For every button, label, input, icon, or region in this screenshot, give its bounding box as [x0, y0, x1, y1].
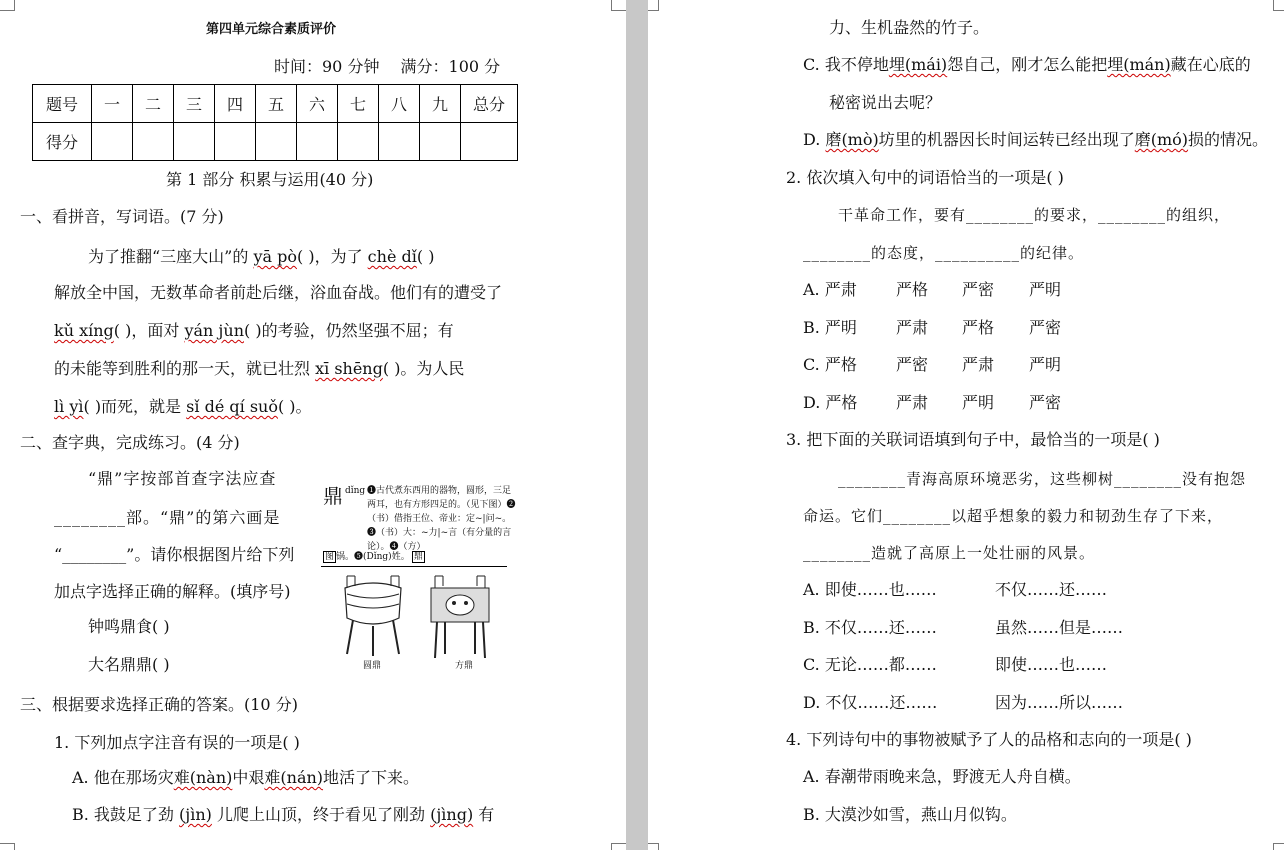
table-cell: [420, 123, 461, 161]
table-cell: [297, 123, 338, 161]
section2-line-3: “________”。请你根据图片给下列: [54, 545, 295, 564]
crop-mark: [1273, 843, 1284, 850]
boxed-char: 鼎: [413, 552, 423, 562]
table-cell: 九: [420, 85, 461, 123]
annotated-char: 难(nàn): [173, 768, 233, 787]
q1-option-b-continued: 力、生机盎然的竹子。: [829, 18, 990, 37]
caption-round-ding: 圆鼎: [363, 661, 382, 671]
table-cell: [92, 123, 133, 161]
q3-option-d-second: 因为……所以……: [995, 693, 1124, 712]
document-page-left: [0, 0, 626, 850]
table-cell: 总分: [461, 85, 518, 123]
crop-mark: [611, 843, 626, 850]
q1-option-c-continued: 秘密说出去呢？: [829, 93, 942, 112]
text-run: 儿爬上山顶，终于看见了刚劲: [211, 805, 431, 824]
annotated-char: (jìng): [430, 805, 474, 824]
crop-mark: [1273, 0, 1284, 11]
time-info: 时间：90 分钟 满分：100 分: [274, 57, 501, 76]
q4-option-a: A. 春潮带雨晚来急，野渡无人舟自横。: [803, 767, 1081, 786]
text-run: ( )的考验，仍然坚强不屈；有: [244, 321, 454, 340]
crop-mark: [0, 0, 15, 11]
text-run: 有: [473, 805, 495, 824]
text-run: ( )，为了: [297, 247, 368, 266]
section2-line-1: “鼎”字按部首查字法应查: [88, 469, 277, 488]
q3-option-a: A. 即使……也……: [803, 580, 937, 599]
option-word: B. 严明: [803, 318, 857, 337]
pinyin: lì yì: [54, 397, 84, 416]
table-cell: 题号: [33, 85, 92, 123]
table-cell: [174, 123, 215, 161]
text-run: ( ): [416, 247, 435, 266]
square-ding-illustration: [427, 574, 493, 662]
section-heading-1: 一、看拼音，写词语。(7 分): [20, 207, 224, 226]
option-word: 严明: [962, 393, 995, 412]
option-word: 严密: [962, 280, 995, 299]
table-cell: [338, 123, 379, 161]
option-word: 严密: [1029, 393, 1062, 412]
text-run: 中艰: [232, 768, 265, 787]
q2-option-a: [803, 280, 857, 300]
q3-option-d: D. 不仅……还……: [803, 693, 938, 712]
q3-sentence-line-1: ________青海高原环境恶劣，这些柳树________没有抱怨: [838, 470, 1247, 488]
text-run: B. 我鼓足了劲: [72, 805, 180, 824]
q3-option-c-second: 即使……也……: [995, 655, 1108, 674]
q3-option-a-second: 不仅……还……: [995, 580, 1108, 599]
option-word: 严密: [896, 355, 929, 374]
table-cell: 六: [297, 85, 338, 123]
section1-line-3: [54, 321, 454, 341]
score-table-header-row: [33, 85, 518, 123]
annotated-char: 难(nán): [264, 768, 324, 787]
question-2-stem: 2. 依次填入句中的词语恰当的一项是( ): [786, 168, 1064, 187]
q3-sentence-line-3: ________造就了高原上一处壮丽的风景。: [803, 544, 1096, 562]
q3-option-b: B. 不仅……还……: [803, 618, 937, 637]
annotated-char: (jìn): [179, 805, 212, 824]
section1-line-1: [88, 247, 434, 267]
q2-sentence-line-1: 干革命工作，要有________的要求，________的组织，: [838, 206, 1231, 224]
question-1-stem: 1. 下列加点字注音有误的一项是( ): [54, 733, 300, 752]
option-word: 严明: [1029, 355, 1062, 374]
table-cell: [256, 123, 297, 161]
part-title: 第 1 部分 积累与运用(40 分): [166, 170, 374, 189]
annotated-char: 磨(mó): [1134, 130, 1189, 149]
annotated-char: 磨(mò): [825, 130, 879, 149]
option-word: 严肃: [962, 355, 995, 374]
q3-sentence-line-2: 命运。它们________以超乎想象的毅力和韧劲生存了下来，: [803, 507, 1224, 525]
pinyin: yán jùn: [184, 321, 244, 340]
table-cell: 五: [256, 85, 297, 123]
option-word: C. 严格: [803, 355, 857, 374]
pinyin: sǐ dé qí suǒ: [186, 397, 278, 416]
annotated-char: 埋(mán): [1107, 55, 1171, 74]
table-cell: 得分: [33, 123, 92, 161]
exam-title: 第四单元综合素质评价: [206, 22, 337, 37]
text-run: 为了推翻“三座大山”的: [88, 247, 254, 266]
pinyin: yā pò: [253, 247, 297, 266]
q2-option-b: [803, 318, 857, 338]
q3-option-b-second: 虽然……但是……: [995, 618, 1124, 637]
table-cell: 七: [338, 85, 379, 123]
table-cell: [461, 123, 518, 161]
option-word: 严明: [1029, 280, 1062, 299]
table-cell: [215, 123, 256, 161]
q4-option-b: B. 大漠沙如雪，燕山月似钩。: [803, 805, 1017, 824]
option-word: A. 严肃: [803, 280, 857, 299]
dictionary-image: [315, 470, 527, 675]
dict-definition-end: [323, 550, 513, 564]
table-cell: 三: [174, 85, 215, 123]
section2-line-2: ________部。“鼎”的第六画是: [54, 508, 281, 527]
pinyin: xī shēng: [315, 359, 383, 378]
idiom-item-1: 钟鸣鼎食( ): [88, 617, 170, 636]
round-ding-illustration: [333, 574, 413, 662]
q1-option-a: [72, 768, 419, 788]
text-run: C. 我不停地: [803, 55, 889, 74]
boxed-char: 图: [325, 552, 335, 562]
table-cell: 二: [133, 85, 174, 123]
table-cell: 一: [92, 85, 133, 123]
q1-option-b: [72, 805, 494, 825]
text-run: 怨自己，刚才怎么能把: [947, 55, 1108, 74]
question-4-stem: 4. 下列诗句中的事物被赋予了人的品格和志向的一项是( ): [786, 730, 1192, 749]
section2-line-4: 加点字选择正确的解释。(填序号): [54, 582, 291, 601]
document-page-right: [648, 0, 1284, 850]
pinyin: chè dǐ: [367, 247, 417, 266]
caption-square-ding: 方鼎: [455, 661, 474, 671]
score-table: [32, 84, 518, 161]
section1-line-2: 解放全中国，无数革命者前赴后继，浴血奋战。他们有的遭受了: [54, 283, 503, 302]
q2-option-d: [803, 393, 857, 413]
q1-option-c: [803, 55, 1251, 75]
q3-option-c: C. 无论……都……: [803, 655, 937, 674]
dict-headword: 鼎: [323, 484, 343, 508]
divider: [321, 566, 507, 567]
crop-mark: [0, 843, 15, 850]
text-run: 地活了下来。: [323, 768, 420, 787]
question-3-stem: 3. 把下面的关联词语填到句子中，最恰当的一项是( ): [786, 430, 1160, 449]
section-heading-3: 三、根据要求选择正确的答案。(10 分): [20, 695, 298, 714]
text-run: ( )。为人民: [382, 359, 465, 378]
q2-sentence-line-2: ________的态度，__________的纪律。: [803, 244, 1085, 262]
section1-line-5: [54, 397, 312, 417]
text-run: ( )，面对: [113, 321, 185, 340]
text-run: ( )而死，就是: [83, 397, 187, 416]
dict-text: 锅。❺(Dǐng)姓。: [336, 552, 410, 562]
dict-pinyin: dǐng: [345, 486, 366, 496]
section-heading-2: 二、查字典，完成练习。(4 分): [20, 433, 240, 452]
option-word: 严肃: [896, 318, 929, 337]
table-cell: [133, 123, 174, 161]
text-run: 的未能等到胜利的那一天，就已壮烈: [54, 359, 316, 378]
pinyin: kǔ xíng: [54, 321, 114, 340]
score-table-score-row: [33, 123, 518, 161]
dict-definition: ❶古代煮东西用的器物，圆形，三足两耳，也有方形四足的。（见下图）❷（书）借指王位、帝业：定~|问~。❸（书）大：~力|~言（有分量的言论）。❹（方）: [367, 486, 516, 552]
text-run: 藏在心底的: [1170, 55, 1251, 74]
crop-mark: [648, 843, 659, 850]
table-cell: [379, 123, 420, 161]
section1-line-4: [54, 359, 464, 379]
table-cell: 八: [379, 85, 420, 123]
crop-mark: [648, 0, 659, 11]
idiom-item-2: 大名鼎鼎( ): [88, 655, 170, 674]
option-word: 严肃: [896, 393, 929, 412]
option-word: 严密: [1029, 318, 1062, 337]
q2-option-c: [803, 355, 857, 375]
table-cell: 四: [215, 85, 256, 123]
option-word: 严格: [962, 318, 995, 337]
text-run: A. 他在那场灾: [72, 768, 174, 787]
annotated-char: 埋(mái): [888, 55, 948, 74]
option-word: D. 严格: [803, 393, 858, 412]
q1-option-d: [803, 130, 1268, 150]
option-word: 严格: [896, 280, 929, 299]
text-run: 损的情况。: [1188, 130, 1269, 149]
crop-mark: [611, 0, 626, 11]
text-run: ( )。: [277, 397, 312, 416]
text-run: D.: [803, 130, 826, 149]
text-run: 坊里的机器因长时间运转已经出现了: [878, 130, 1135, 149]
